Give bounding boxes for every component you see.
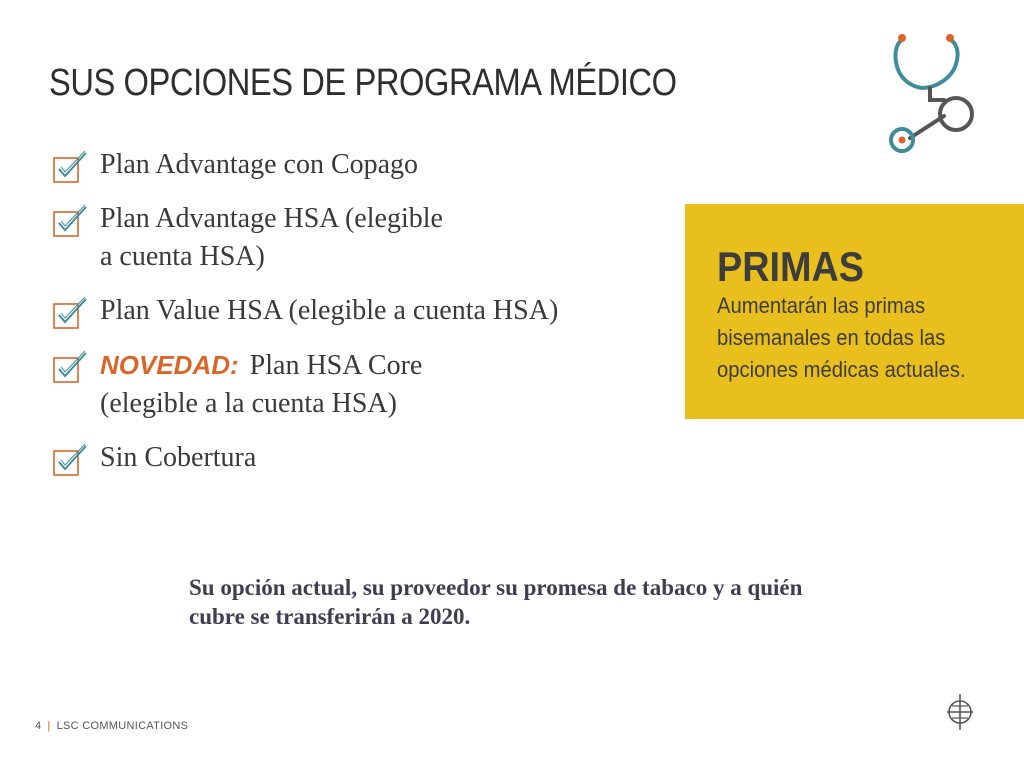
checkbox-check-icon xyxy=(52,296,90,330)
company-logo-icon xyxy=(944,692,976,732)
option-text xyxy=(100,439,672,477)
page-title: SUS OPCIONES DE PROGRAMA MÉDICO xyxy=(49,62,677,104)
checkbox-check-icon xyxy=(52,204,90,238)
premium-callout xyxy=(685,204,1024,419)
option-text xyxy=(100,292,672,330)
option-line: (elegible a la cuenta HSA) xyxy=(100,388,397,419)
checkbox-check-icon xyxy=(52,150,90,184)
footer-separator: | xyxy=(47,720,51,732)
option-text xyxy=(100,200,672,276)
list-item xyxy=(52,292,672,330)
page-number: 4 xyxy=(35,720,42,732)
option-text xyxy=(100,146,672,184)
list-item xyxy=(52,146,672,184)
stethoscope-icon xyxy=(880,28,980,158)
option-line: a cuenta HSA) xyxy=(100,241,265,272)
new-badge: NOVEDAD: xyxy=(100,350,239,380)
checkbox-check-icon xyxy=(52,443,90,477)
company-name: LSC COMMUNICATIONS xyxy=(56,720,189,732)
option-line: Plan Advantage HSA (elegible xyxy=(100,203,443,234)
option-line: Plan Advantage con Copago xyxy=(100,149,419,180)
premium-title: PRIMAS xyxy=(717,243,865,290)
medical-options-list xyxy=(52,146,672,493)
option-line: Plan Value HSA (elegible a cuenta HSA) xyxy=(100,295,559,326)
list-item xyxy=(52,200,672,276)
list-item xyxy=(52,439,672,477)
option-text xyxy=(100,346,672,423)
premium-text: Aumentarán las primas bisemanales en todas las opciones médicas actuales. xyxy=(717,293,966,382)
checkbox-check-icon xyxy=(52,350,90,384)
transfer-note: Su opción actual, su proveedor su promesa de tabaco y a quién cubre se transferirán a 2020. xyxy=(189,575,803,629)
footer xyxy=(35,720,188,732)
option-line: Sin Cobertura xyxy=(100,442,257,473)
option-line xyxy=(100,346,672,385)
list-item xyxy=(52,346,672,423)
option-line-text: Plan HSA Core xyxy=(249,350,423,381)
